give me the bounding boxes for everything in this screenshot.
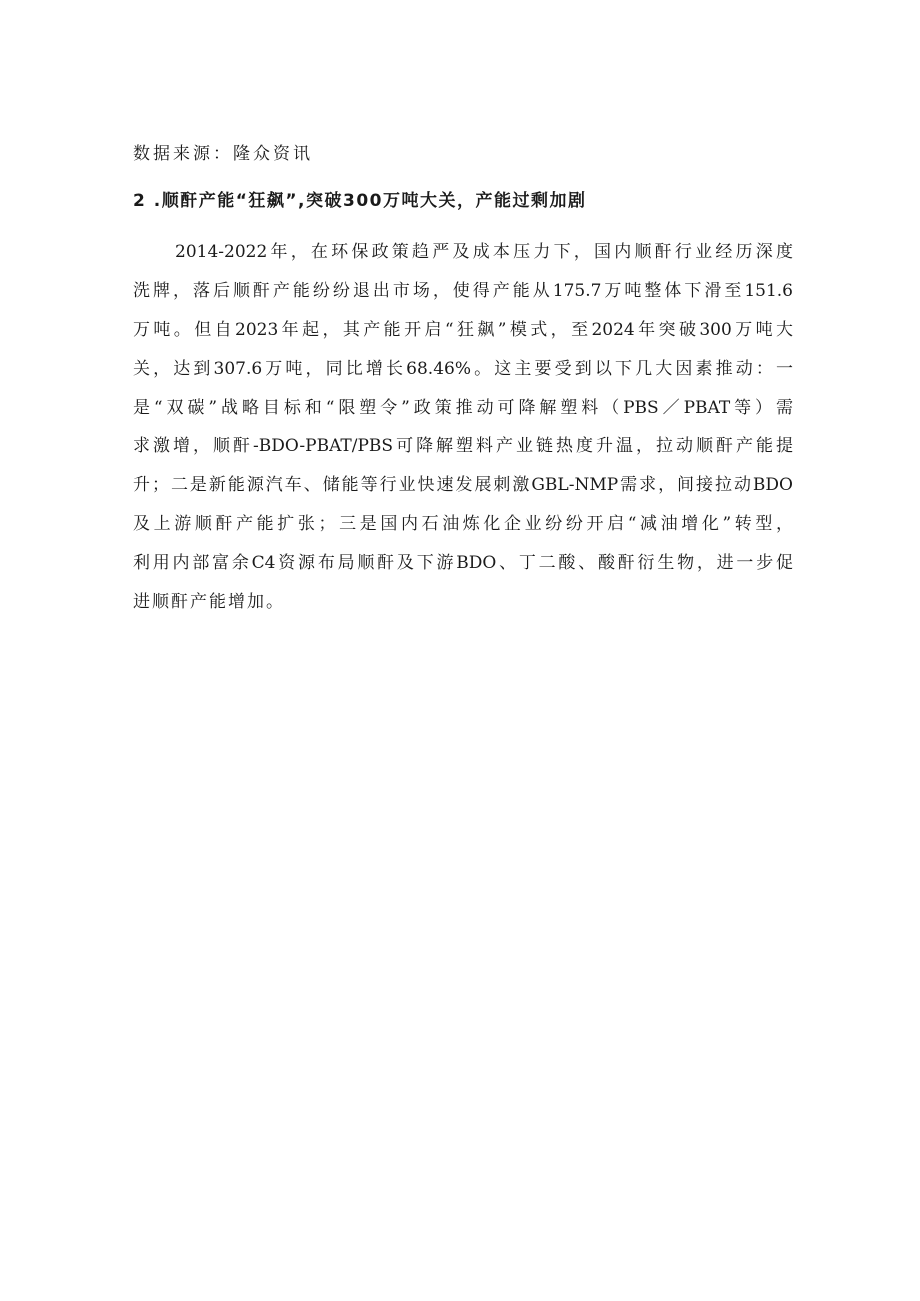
paragraph-line: 关，达到307.6万吨，同比增长68.46%。这主要受到以下几大因素推动：一	[133, 358, 793, 379]
section-heading: 2 .顺酐产能“狂飙”,突破300万吨大关，产能过剩加剧	[133, 191, 587, 211]
paragraph-line: 洗牌，落后顺酐产能纷纷退出市场，使得产能从175.7万吨整体下滑至151.6	[133, 280, 793, 301]
paragraph-line: 进顺酐产能增加。	[133, 592, 285, 613]
paragraph-line: 利用内部富余C4资源布局顺酐及下游BDO、丁二酸、酸酐衍生物，进一步促	[133, 553, 793, 574]
paragraph-line: 升；二是新能源汽车、储能等行业快速发展刺激GBL-NMP需求，间接拉动BDO	[133, 475, 793, 496]
paragraph-line: 万吨。但自2023年起，其产能开启“狂飙”模式，至2024年突破300万吨大	[133, 319, 793, 340]
paragraph-line: 是“双碳”战略目标和“限塑令”政策推动可降解塑料（PBS／PBAT等）需	[133, 397, 793, 418]
paragraph-line: 2014-2022年，在环保政策趋严及成本压力下，国内顺酐行业经历深度	[175, 242, 793, 262]
paragraph-line: 求激增，顺酐-BDO-PBAT/PBS可降解塑料产业链热度升温，拉动顺酐产能提	[133, 436, 793, 457]
body-paragraph	[133, 233, 793, 622]
paragraph-line: 及上游顺酐产能扩张；三是国内石油炼化企业纷纷开启“减油增化”转型，	[133, 514, 793, 535]
data-source-note: 数据来源：隆众资讯	[133, 144, 313, 164]
